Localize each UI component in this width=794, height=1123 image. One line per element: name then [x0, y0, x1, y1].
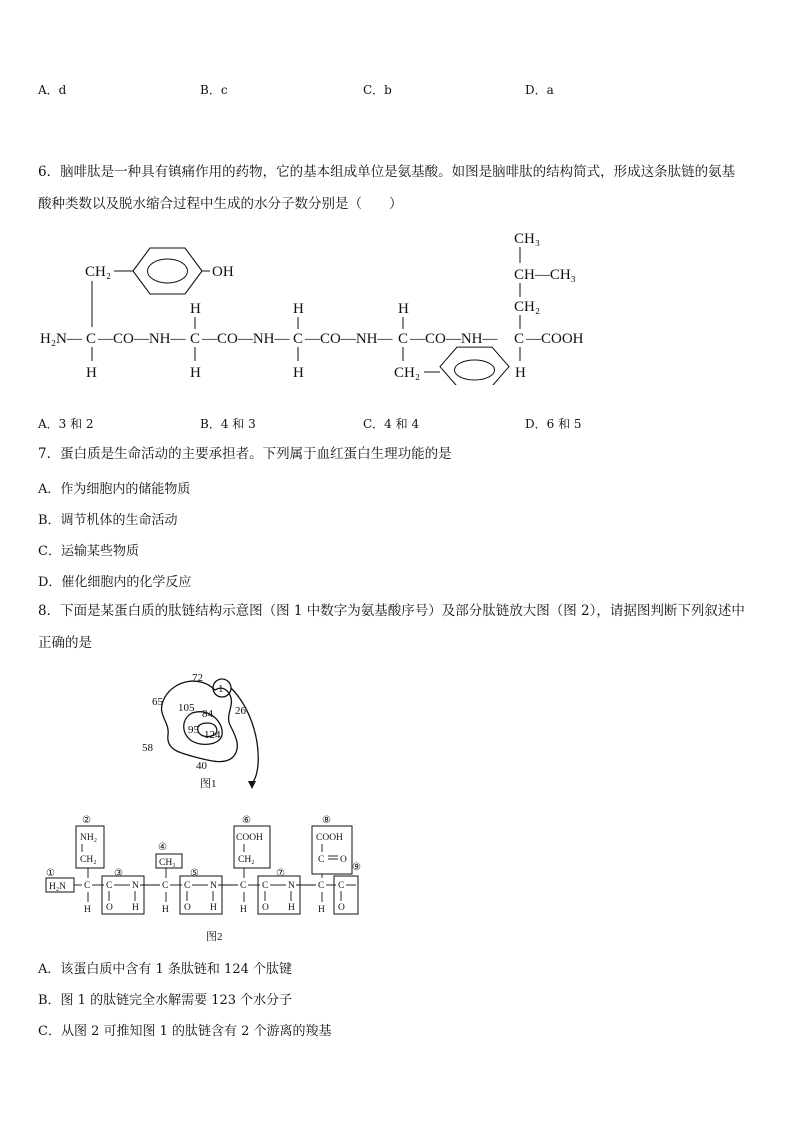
pb2-h: H: [210, 903, 217, 913]
q7-stem: 7．蛋白质是生命活动的主要承担者。下列属于血红蛋白生理功能的是: [38, 446, 452, 462]
leu-ch2: CH₂: [514, 299, 541, 315]
c-alpha-5: C: [514, 331, 525, 347]
label-8: ⑧: [322, 815, 331, 826]
phe-ch2: CH₂: [394, 365, 421, 381]
fig1-caption: 图1: [200, 778, 217, 790]
ch2-group-1: CH₂: [80, 855, 97, 865]
option-d[interactable]: D．a: [525, 83, 554, 97]
gly2-h-top: H: [293, 301, 304, 317]
label-1: ①: [46, 868, 55, 879]
nh2-group: NH₂: [80, 833, 98, 843]
pb2-c: C: [184, 881, 191, 891]
pb2-n: N: [210, 881, 217, 891]
label-3: ③: [114, 868, 123, 879]
tyr-oh: OH: [212, 264, 234, 280]
option-b[interactable]: B．c: [200, 83, 228, 97]
c-alpha-a: C: [84, 881, 91, 891]
c-alpha-c: C: [240, 881, 247, 891]
h2n-group: H₂N: [49, 882, 67, 892]
tyr-ch2: CH₂: [85, 264, 112, 280]
q6-stem-line2: 酸种类数以及脱水缩合过程中生成的水分子数分别是（ ）: [38, 196, 403, 212]
h-d: H: [318, 905, 325, 915]
c-alpha-2: C: [190, 331, 201, 347]
q6-option-a[interactable]: A．3 和 2: [38, 417, 94, 431]
fig1-num-72: 72: [192, 672, 203, 684]
label-5: ⑤: [190, 868, 199, 879]
phe-h-top: H: [398, 301, 409, 317]
cooh2-c: C: [318, 855, 325, 865]
pb1-n: N: [132, 881, 139, 891]
peptide-bond-2: —CO—NH—: [202, 331, 290, 347]
q7-option-c[interactable]: C．运输某些物质: [38, 544, 139, 559]
q8-option-c[interactable]: C．从图 2 可推知图 1 的肽链含有 2 个游离的羧基: [38, 1024, 332, 1039]
gly1-h-bottom: H: [190, 365, 201, 381]
ch2-group-2: CH₂: [238, 855, 255, 865]
gly1-h-top: H: [190, 301, 201, 317]
tyr-benzene-ring: [133, 248, 202, 294]
pb3-c: C: [262, 881, 269, 891]
c-terminal-o: O: [338, 903, 345, 913]
leu-ch-ch3: CH—CH₃: [514, 267, 576, 283]
fig1-num-1: 1: [218, 683, 224, 695]
fig1-num-40: 40: [196, 760, 207, 772]
q6-option-c[interactable]: C．4 和 4: [363, 417, 420, 431]
q8-stem-line1: 8．下面是某蛋白质的肽链结构示意图（图 1 中数字为氨基酸序号）及部分肽链放大图（图 2），请据图判断下列叙述中: [38, 603, 745, 619]
peptide-bond-4: —CO—NH—: [410, 331, 498, 347]
c-terminus: —COOH: [526, 331, 584, 347]
h-b: H: [162, 905, 169, 915]
q6-option-d[interactable]: D．6 和 5: [525, 417, 582, 431]
c-alpha-3: C: [293, 331, 304, 347]
ch3-group: CH₃: [159, 858, 176, 868]
pb1-h: H: [132, 903, 139, 913]
n-terminus: H₂N—: [40, 331, 82, 347]
q6-option-b[interactable]: B．4 和 3: [200, 417, 256, 431]
c-alpha-b: C: [162, 881, 169, 891]
phe-benzene-ring: [440, 347, 509, 385]
figure2-peptide-fragment: [38, 806, 378, 946]
c-alpha-d: C: [318, 881, 325, 891]
gly2-h-bottom: H: [293, 365, 304, 381]
label-4: ④: [158, 842, 167, 853]
fig1-num-95: 95: [188, 724, 199, 736]
q7-option-a[interactable]: A．作为细胞内的储能物质: [38, 482, 191, 497]
fig2-caption: 图2: [206, 931, 223, 943]
label-6: ⑥: [242, 815, 251, 826]
fig1-num-26: 26: [235, 705, 246, 717]
figure1-peptide-chain: [130, 665, 280, 795]
pb1-c: C: [106, 881, 113, 891]
option-c[interactable]: C．b: [363, 83, 392, 97]
cooh-group-1: COOH: [236, 833, 263, 843]
enkephalin-structure: [30, 225, 600, 385]
q8-option-b[interactable]: B．图 1 的肽链完全水解需要 123 个水分子: [38, 993, 293, 1008]
q7-option-d[interactable]: D．催化细胞内的化学反应: [38, 575, 192, 590]
fig1-num-58: 58: [142, 742, 153, 754]
pb3-n: N: [288, 881, 295, 891]
pb3-h: H: [288, 903, 295, 913]
q7-option-b[interactable]: B．调节机体的生命活动: [38, 513, 178, 528]
leu-ch3-top: CH₃: [514, 231, 541, 247]
tyr-h-bottom: H: [86, 365, 97, 381]
leu-h-bottom: H: [515, 365, 526, 381]
h-c: H: [240, 905, 247, 915]
label-9: ⑨: [352, 862, 361, 873]
h-a: H: [84, 905, 91, 915]
pb3-o: O: [262, 903, 269, 913]
cooh2-o: O: [340, 855, 347, 865]
peptide-bond-1: —CO—NH—: [98, 331, 186, 347]
pb2-o: O: [184, 903, 191, 913]
cooh-group-2: COOH: [316, 833, 343, 843]
pb1-o: O: [106, 903, 113, 913]
fig1-num-105: 105: [178, 702, 195, 714]
label-2: ②: [82, 815, 91, 826]
c-terminal-c: C: [338, 881, 345, 891]
q8-option-a[interactable]: A．该蛋白质中含有 1 条肽链和 124 个肽键: [38, 962, 293, 977]
q8-stem-line2: 正确的是: [38, 635, 92, 651]
option-a[interactable]: A．d: [38, 83, 67, 97]
c-alpha-4: C: [398, 331, 409, 347]
c-alpha-1: C: [86, 331, 97, 347]
fig1-num-65: 65: [152, 696, 163, 708]
peptide-bond-3: —CO—NH—: [305, 331, 393, 347]
fig1-num-84: 84: [202, 708, 213, 720]
label-7: ⑦: [276, 868, 285, 879]
q6-stem-line1: 6．脑啡肽是一种具有镇痛作用的药物，它的基本组成单位是氨基酸。如图是脑啡肽的结构简式，形成这条肽链的氨基: [38, 164, 736, 180]
fig1-num-124: 124: [204, 729, 221, 741]
